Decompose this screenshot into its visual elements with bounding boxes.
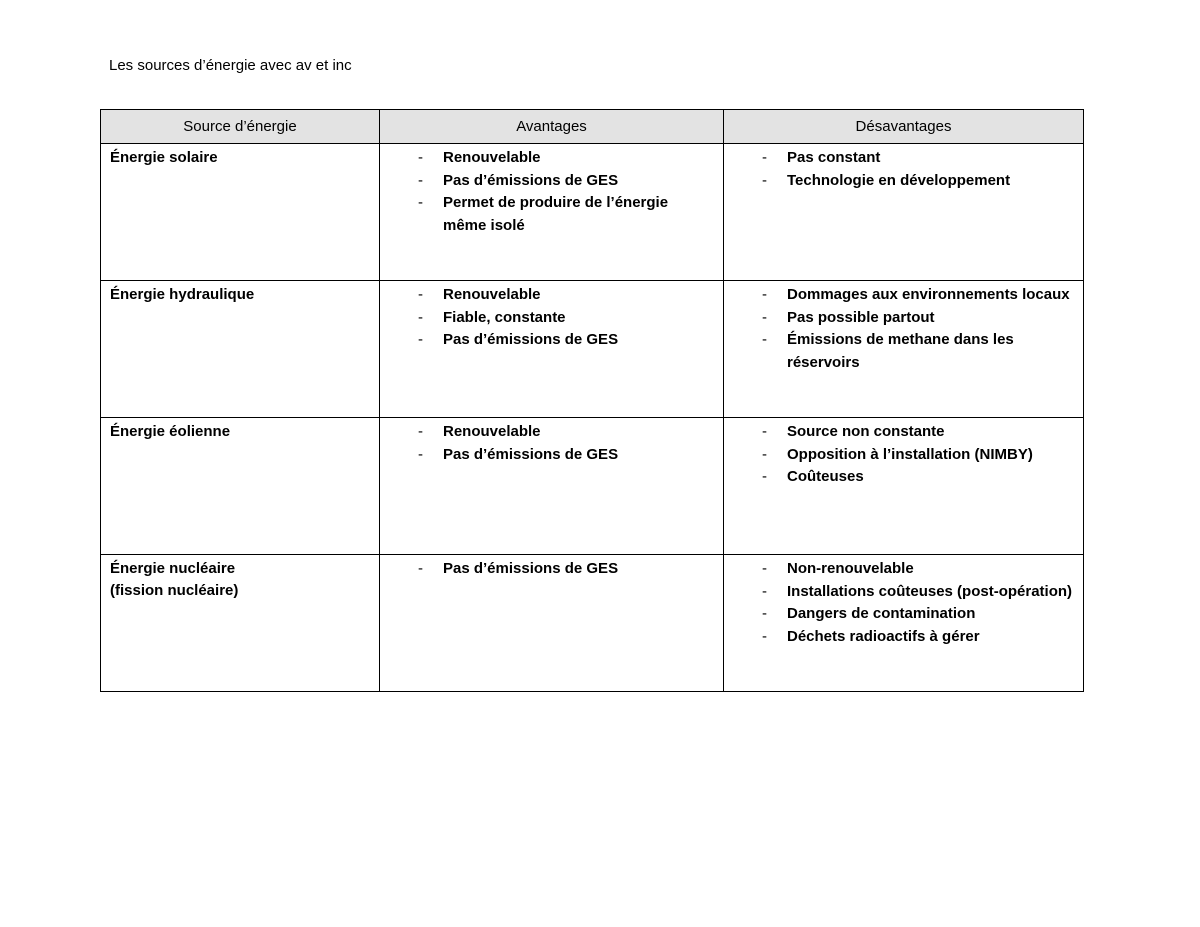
- disadvantages-cell: [724, 144, 1084, 281]
- list-item: - Fiable, constante: [380, 307, 715, 330]
- advantages-cell: [380, 144, 724, 281]
- list-item: - Pas d’émissions de GES: [380, 170, 715, 193]
- list-item: - Dommages aux environnements locaux: [724, 284, 1075, 307]
- table-body: [101, 144, 1084, 692]
- list-item: - Dangers de contamination: [724, 603, 1075, 626]
- list-item: - Renouvelable: [380, 147, 715, 170]
- list-item: - Coûteuses: [724, 466, 1075, 489]
- list-item: - Opposition à l’installation (NIMBY): [724, 444, 1075, 467]
- list-item: - Installations coûteuses (post-opération): [724, 581, 1075, 604]
- advantages-list: [380, 555, 723, 581]
- list-item: - Pas possible partout: [724, 307, 1075, 330]
- source-name: Énergie éolienne: [110, 423, 231, 440]
- advantages-cell: [380, 418, 724, 555]
- list-item: - Permet de produire de l’énergie même isolé: [380, 192, 715, 237]
- list-item: - Pas constant: [724, 147, 1075, 170]
- disadvantages-cell: [724, 418, 1084, 555]
- source-cell: [101, 144, 380, 281]
- advantages-list: [380, 144, 723, 237]
- table-row: [101, 281, 1084, 418]
- list-item: - Pas d’émissions de GES: [380, 444, 715, 467]
- source-cell: [101, 555, 380, 692]
- source-name: Énergie hydraulique: [110, 286, 255, 303]
- list-item: - Émissions de methane dans les réservoirs: [724, 329, 1075, 374]
- table-header-row: [101, 110, 1084, 144]
- advantages-list: [380, 281, 723, 352]
- disadvantages-cell: [724, 281, 1084, 418]
- document-title: Les sources d’énergie avec av et inc: [109, 57, 352, 74]
- table-row: [101, 144, 1084, 281]
- list-item: - Déchets radioactifs à gérer: [724, 626, 1075, 649]
- list-item: - Renouvelable: [380, 421, 715, 444]
- header-disadvantages: Désavantages: [724, 110, 1084, 144]
- list-item: - Non-renouvelable: [724, 558, 1075, 581]
- table-row: [101, 555, 1084, 692]
- source-cell: [101, 281, 380, 418]
- list-item: - Source non constante: [724, 421, 1075, 444]
- disadvantages-list: [724, 144, 1083, 192]
- source-name: Énergie solaire: [110, 149, 218, 166]
- source-name: Énergie nucléaire (fission nucléaire): [110, 560, 239, 599]
- disadvantages-list: [724, 555, 1083, 648]
- header-source: Source d’énergie: [101, 110, 380, 144]
- advantages-cell: [380, 281, 724, 418]
- list-item: - Pas d’émissions de GES: [380, 329, 715, 352]
- list-item: - Pas d’émissions de GES: [380, 558, 715, 581]
- advantages-list: [380, 418, 723, 466]
- advantages-cell: [380, 555, 724, 692]
- energy-sources-table: [100, 109, 1084, 692]
- list-item: - Technologie en développement: [724, 170, 1075, 193]
- disadvantages-list: [724, 418, 1083, 489]
- list-item: - Renouvelable: [380, 284, 715, 307]
- table-row: [101, 418, 1084, 555]
- header-advantages: Avantages: [380, 110, 724, 144]
- disadvantages-list: [724, 281, 1083, 374]
- disadvantages-cell: [724, 555, 1084, 692]
- source-cell: [101, 418, 380, 555]
